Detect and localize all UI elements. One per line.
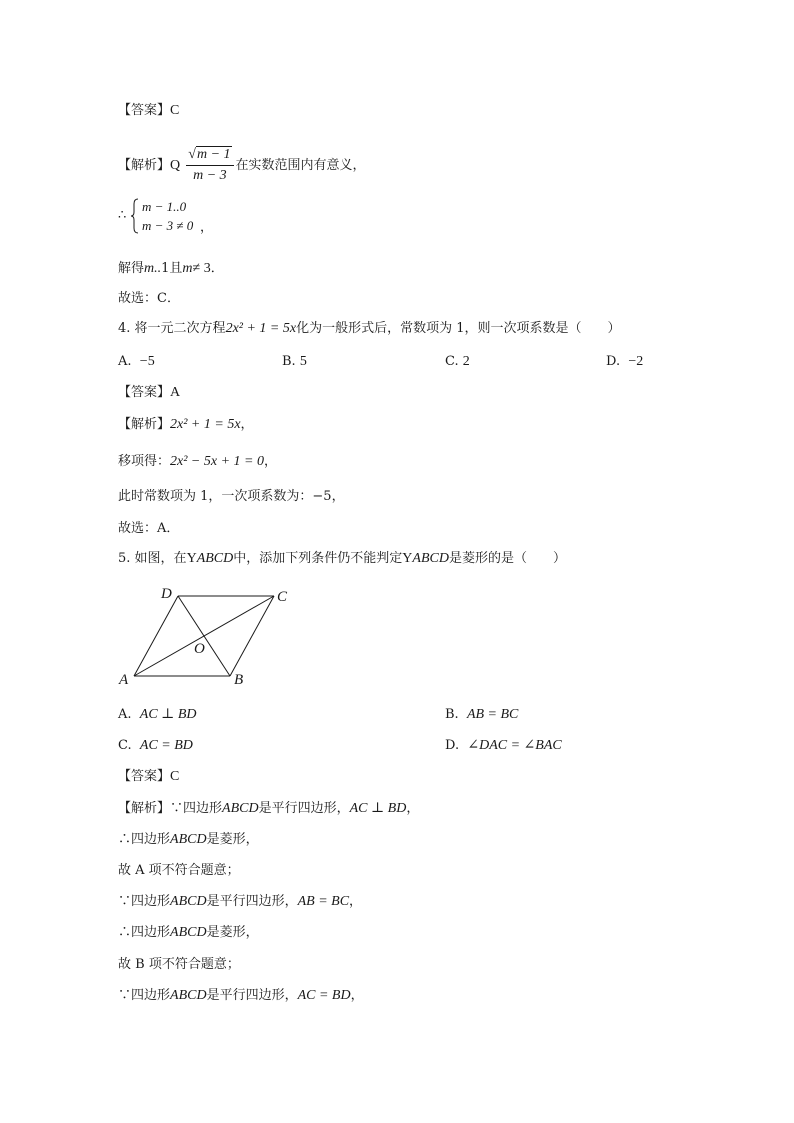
q4-option-d [606,353,643,371]
option-value: AC ⊥ BD [139,707,197,722]
solve-math-a: m.. [144,261,162,276]
q5-option-b [445,706,518,724]
answer-value: C [170,103,180,118]
analysis-equation: 2x² + 1 = 5x [170,417,241,432]
q4-stem [118,320,621,338]
analysis-text: 是平行四边形， [258,801,350,816]
q5-text-c: 是菱形的是（ ） [448,551,566,566]
q4-result: 此时常数项为 1，一次项系数为：−5， [118,489,345,504]
prev-answer-line [118,102,179,120]
q5-analysis-line-2 [118,831,259,849]
analysis-text: ， [349,894,363,909]
analysis-text: 是平行四边形， [206,894,298,909]
analysis-text: 是平行四边形， [206,988,298,1003]
analysis-end: ， [240,417,254,432]
q5-answer-line [118,768,179,786]
q5-analysis-line-6 [118,956,240,974]
q4-option-b [282,353,307,371]
analysis-math: ABCD [170,988,207,1003]
q5-abcd: ABCD [196,551,234,566]
answer-label: 【答案】 [118,385,171,400]
q5-text-b: 中，添加下列条件仍不能判定 [233,551,403,566]
q5-analysis-line-1 [118,800,419,818]
q5-analysis-line-4 [118,893,362,911]
analysis-math: ABCD [170,925,207,940]
option-label: C. [445,354,459,369]
move-equation: 2x² − 5x + 1 = 0 [170,454,264,469]
analysis-math: ABCD [222,801,259,816]
system-line-2: m − 3 ≠ 0 [142,218,194,233]
q-symbol: Q [170,158,181,173]
option-label: B. [445,707,459,722]
left-brace-icon [130,198,140,234]
option-label: A. [118,354,132,369]
q5-analysis-line-7 [118,987,364,1005]
analysis-text: ∵四边形 [118,988,171,1003]
analysis-text: ∵四边形 [118,894,171,909]
q4-answer-line [118,384,180,402]
label-o: O [194,641,205,657]
q5-analysis-line-5 [118,924,259,942]
solve-prefix: 解得 [118,261,145,276]
option-value: AC = BD [139,738,193,753]
analysis-text: ， [350,988,364,1003]
solve-end: ． [210,261,224,276]
answer-value: A [170,385,181,400]
option-label: D. [606,354,621,369]
fraction-denominator: m − 3 [193,168,227,183]
therefore-symbol: ∴ [118,208,127,223]
q4-equation: 2x² + 1 = 5x [225,321,297,336]
analysis-text: 故 B 项不符合题意； [118,957,240,972]
q5-text-a: 如图，在 [134,551,187,566]
parallelogram-symbol: Y [402,551,413,566]
q4-analysis-line [118,416,254,434]
prev-choose: 故选：C． [118,291,180,306]
q5-analysis-line-3 [118,862,240,880]
analysis-math: AC = BD [297,988,351,1003]
move-end: ， [263,454,277,469]
analysis-text: 是菱形， [206,832,259,847]
q4-text-a: 将一元二次方程 [134,321,226,336]
option-value: 5 [299,354,307,369]
label-a: A [119,672,129,688]
option-value: −5 [139,354,155,369]
analysis-math: AC ⊥ BD [349,801,407,816]
analysis-text: 是菱形， [206,925,259,940]
label-c: C [277,589,288,605]
q5-option-a [118,706,197,724]
analysis-text: ∴四边形 [118,925,171,940]
option-label: B. [282,354,296,369]
parallelogram-figure [112,580,302,690]
fraction-numerator: m − 1 [196,147,231,162]
solve-text-b: 1且 [161,261,183,276]
analysis-math: AB = BC [297,894,350,909]
answer-value: C [170,769,180,784]
analysis-label: 【解析】 [118,417,171,432]
q4-option-c [445,353,470,371]
label-b: B [234,672,244,688]
analysis-text: ， [406,801,420,816]
q5-number: 5. [118,551,131,566]
fraction: $\frac{√m - 1}{m - 3}$ [186,146,233,185]
option-value: −2 [628,354,644,369]
q5-option-d [445,737,562,755]
parallelogram-symbol: Y [186,551,197,566]
analysis-math: ABCD [170,832,207,847]
q5-stem [118,550,566,568]
q4-number: 4. [118,321,131,336]
q5-option-c [118,737,193,755]
label-d: D [161,586,172,602]
option-label: D. [445,738,460,753]
analysis-text: ∴四边形 [118,832,171,847]
option-label: A. [118,707,132,722]
option-label: C. [118,738,132,753]
solve-math-c: m [182,261,193,276]
analysis-text: 【解析】∵四边形 [118,801,223,816]
q4-move-line [118,453,277,471]
solve-line [118,260,224,278]
q4-choose: 故选：A． [118,521,180,536]
prev-analysis-line [118,146,366,185]
answer-label: 【答案】 [118,103,171,118]
q4-option-a [118,353,155,371]
q4-text-b: 化为一般形式后，常数项为 1，则一次项系数是（ ） [296,321,621,336]
solve-math-d: ≠ 3 [192,261,211,276]
option-value: AB = BC [466,707,519,722]
option-value: ∠DAC = ∠BAC [467,738,562,753]
analysis-text: 在实数范围内有意义， [235,158,366,173]
option-value: 2 [462,354,470,369]
move-label: 移项得： [118,454,171,469]
system-comma: ， [200,220,214,235]
diagonal-bd [178,596,230,676]
analysis-math: ABCD [170,894,207,909]
analysis-text: 故 A 项不符合题意； [118,863,240,878]
q5-abcd: ABCD [412,551,449,566]
system-line-1: m − 1..0 [142,199,187,214]
answer-label: 【答案】 [118,769,171,784]
analysis-label: 【解析】 [118,158,171,173]
